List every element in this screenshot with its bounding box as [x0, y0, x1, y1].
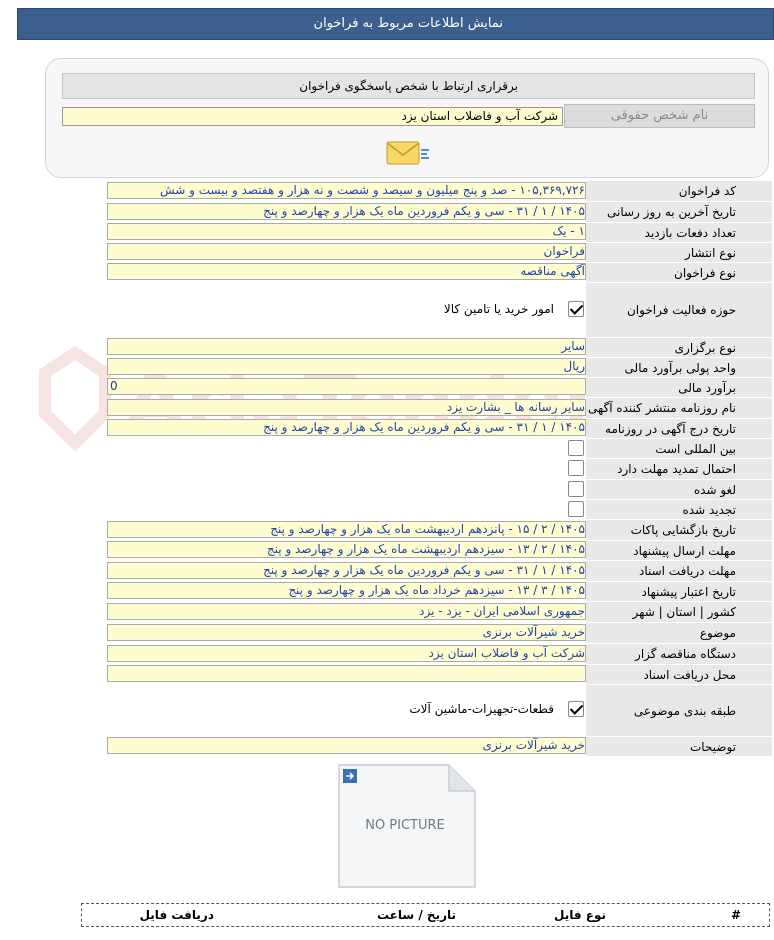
- field-value-organizer: شرکت آب و فاضلاب استان یزد: [107, 645, 586, 662]
- legal-entity-value: شرکت آب و فاضلاب استان یزد: [62, 107, 563, 126]
- field-value-opening-date: ۱۴۰۵ / ۲ / ۱۵ - پانزدهم اردیبهشت ماه یک هزار و چهارصد و پنج: [107, 521, 586, 538]
- field-label-docs-deadline: مهلت دریافت اسناد: [586, 560, 772, 581]
- field-value-call-type: آگهی مناقصه: [107, 263, 586, 280]
- flag-checkbox-cancelled[interactable]: [568, 481, 584, 497]
- field-value-docs-deadline: ۱۴۰۵ / ۱ / ۳۱ - سی و یکم فروردین ماه یک هزار و چهارصد و پنج: [107, 562, 586, 579]
- field-label-description: توضیحات: [586, 736, 772, 756]
- field-label-estimate: برآورد مالی: [586, 377, 772, 397]
- files-col-datetime: تاریخ / ساعت: [376, 908, 456, 922]
- field-value-location: جمهوری اسلامی ایران - یزد - یزد: [107, 603, 586, 620]
- field-label-docs-place: محل دریافت اسناد: [586, 664, 772, 684]
- page-title: نمایش اطلاعات مربوط به فراخوان: [313, 16, 503, 31]
- field-label-subject: موضوع: [586, 622, 772, 643]
- field-value-description: خرید شیرآلات برنزی: [107, 737, 586, 754]
- field-label-submit-deadline: مهلت ارسال پیشنهاد: [586, 540, 772, 560]
- field-value-newspaper-date: ۱۴۰۵ / ۱ / ۳۱ - سی و یکم فروردین ماه یک هزار و چهارصد و پنج: [107, 419, 586, 436]
- field-label-newspaper: نام روزنامه منتشر کننده آگهی: [586, 397, 772, 418]
- field-value-visits: ۱ - یک: [107, 223, 586, 240]
- contact-header[interactable]: برقراری ارتباط با شخص پاسخگوی فراخوان: [62, 73, 755, 99]
- field-label-call-type: نوع فراخوان: [586, 262, 772, 282]
- field-value-submit-deadline: ۱۴۰۵ / ۲ / ۱۳ - سیزدهم اردیبهشت ماه یک هزار و چهارصد و پنج: [107, 541, 586, 558]
- files-col-number: #: [730, 908, 741, 922]
- no-picture-text: NO PICTURE: [365, 818, 445, 833]
- field-label-validity: تاریخ اعتبار پیشنهاد: [586, 581, 772, 601]
- legal-entity-label: نام شخص حقوقی: [564, 104, 755, 128]
- field-label-activity: حوزه فعالیت فراخوان: [586, 282, 772, 337]
- field-value-estimate: 0: [107, 378, 586, 395]
- field-label-location: کشور | استان | شهر: [586, 601, 772, 622]
- field-value-last-update: ۱۴۰۵ / ۱ / ۳۱ - سی و یکم فروردین ماه یک هزار و چهارصد و پنج: [107, 203, 586, 220]
- flag-label-extension: احتمال تمدید مهلت دارد: [586, 458, 772, 479]
- field-value-subject: خرید شیرآلات برنزی: [107, 624, 586, 641]
- activity-option-label: امور خرید یا تامین کالا: [443, 302, 554, 316]
- field-value-currency: ریال: [107, 358, 586, 375]
- files-table-header: [81, 903, 770, 927]
- field-label-newspaper-date: تاریخ درج آگهی در روزنامه: [586, 418, 772, 438]
- field-label-category: طبقه بندی موضوعی: [586, 684, 772, 736]
- files-col-download: دریافت فایل: [139, 908, 214, 922]
- field-value-holding-type: سایر: [107, 338, 586, 355]
- flag-label-international: بین المللی است: [586, 438, 772, 458]
- flag-label-renewed: تجدید شده: [586, 499, 772, 519]
- field-label-holding-type: نوع برگزاری: [586, 337, 772, 357]
- field-label-currency: واحد پولی برآورد مالی: [586, 357, 772, 377]
- field-label-last-update: تاریخ آخرین به روز رسانی: [586, 201, 772, 222]
- field-value-publish-type: فراخوان: [107, 243, 586, 260]
- page-title-bar: [17, 8, 774, 40]
- category-checkbox[interactable]: [568, 701, 584, 717]
- field-value-code: ۱۰۵,۳۶۹,۷۲۶ - صد و پنج میلیون و سیصد و شصت و نه هزار و هفتصد و بیست و شش: [107, 182, 586, 199]
- flag-label-cancelled: لغو شده: [586, 479, 772, 499]
- field-value-docs-place: [107, 665, 586, 682]
- field-value-validity: ۱۴۰۵ / ۳ / ۱۳ - سیزدهم خرداد ماه یک هزار و چهارصد و پنج: [107, 582, 586, 599]
- field-label-code: کد فراخوان: [586, 180, 772, 201]
- field-label-opening-date: تاریخ بازگشایی پاکات: [586, 519, 772, 540]
- files-col-type: نوع فایل: [554, 908, 606, 922]
- field-label-organizer: دستگاه مناقصه گزار: [586, 643, 772, 664]
- envelope-icon[interactable]: [385, 138, 431, 173]
- flag-checkbox-international[interactable]: [568, 440, 584, 456]
- activity-checkbox[interactable]: [568, 301, 584, 317]
- field-label-visits: تعداد دفعات بازدید: [586, 222, 772, 242]
- no-picture-image[interactable]: [337, 763, 477, 892]
- field-value-newspaper: سایر رسانه ها _ بشارت یزد: [107, 399, 586, 416]
- field-label-publish-type: نوع انتشار: [586, 242, 772, 262]
- category-option-label: قطعات-تجهیزات-ماشین آلات: [409, 702, 554, 716]
- flag-checkbox-renewed[interactable]: [568, 501, 584, 517]
- flag-checkbox-extension[interactable]: [568, 460, 584, 476]
